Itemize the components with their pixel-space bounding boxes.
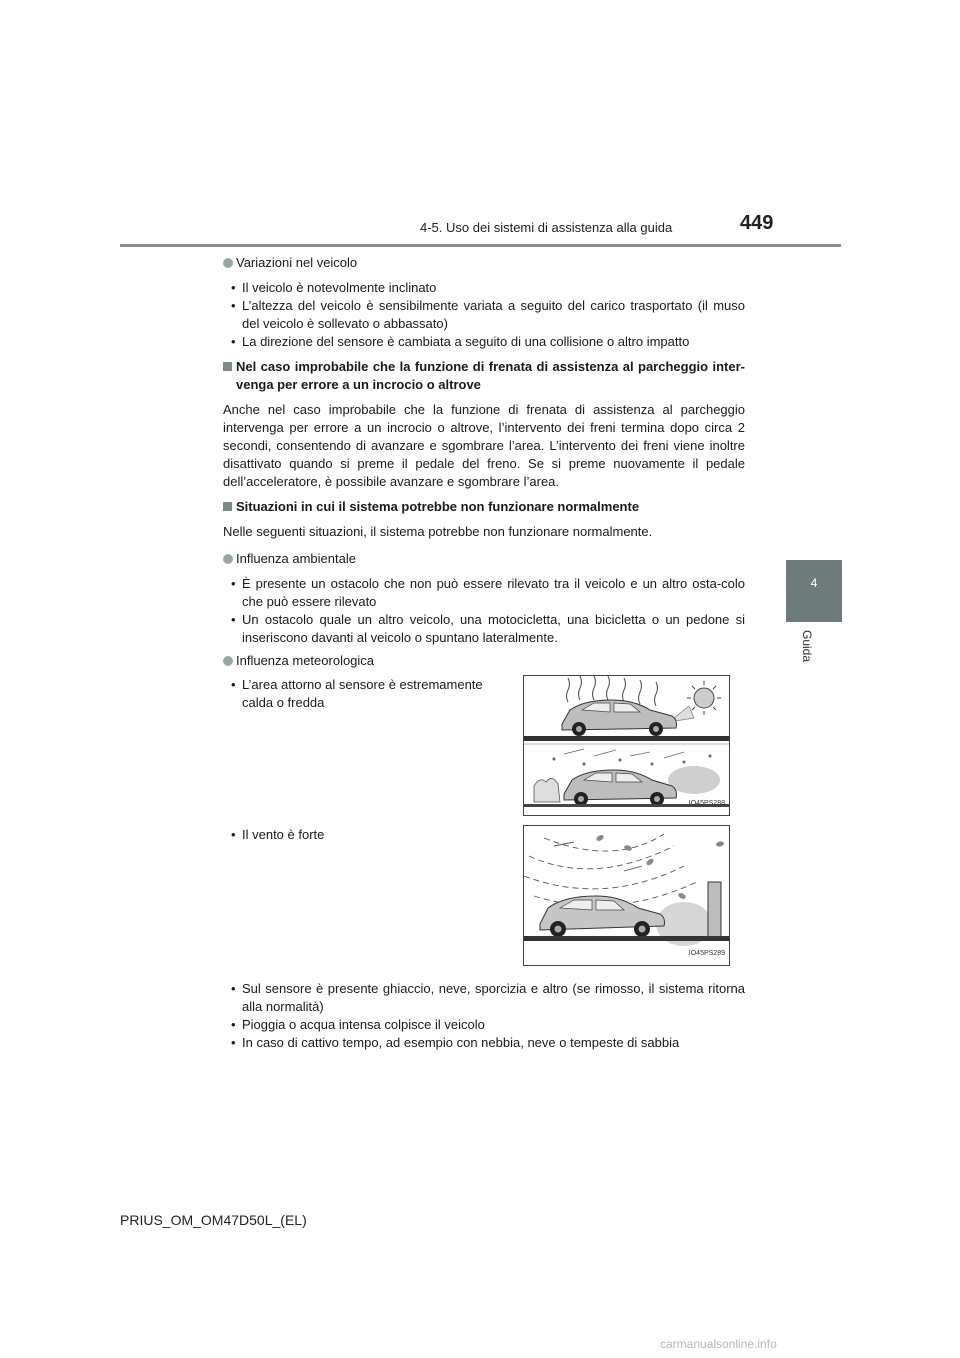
list-item: • È presente un ostacolo che non può essere rilevato tra il veicolo e un altro osta-colo che può essere rilevato — [223, 575, 745, 611]
list-item: • La direzione del sensore è cambiata a seguito di una collisione o altro impatto — [223, 333, 745, 351]
list-environment — [223, 575, 745, 647]
header-rule — [120, 244, 841, 247]
illustration-temperature — [523, 675, 730, 816]
document-code: PRIUS_OM_OM47D50L_(EL) — [120, 1212, 307, 1228]
bullet-heading-vehicle-changes: Variazioni nel veicolo — [223, 254, 745, 272]
watermark: carmanualsonline.info — [660, 1337, 777, 1351]
list-item: • Pioggia o acqua intensa colpisce il veicolo — [223, 1016, 745, 1034]
page-content — [223, 253, 745, 1052]
list-temperature — [223, 676, 493, 712]
chapter-tab — [786, 560, 842, 622]
heading-malfunction-situations: Situazioni in cui il sistema potrebbe non funzionare normalmente — [223, 498, 745, 516]
bullet-heading-weather: Influenza meteorologica — [223, 652, 745, 670]
paragraph-malfunction-situations: Nelle seguenti situazioni, il sistema potrebbe non funzionare normalmente. — [223, 524, 653, 539]
page-number: 449 — [740, 212, 774, 234]
list-weather — [223, 980, 745, 1052]
list-item: • Sul sensore è presente ghiaccio, neve, sporcizia e altro (se rimosso, il sistema ritorna alla normalità) — [223, 980, 745, 1016]
figure-code: IO45PS289 — [688, 950, 725, 957]
chapter-label: Guida — [800, 630, 814, 663]
section-title: 4-5. Uso dei sistemi di assistenza alla guida — [420, 220, 673, 235]
list-item: • L’altezza del veicolo è sensibilmente variata a seguito del carico trasportato (il muso del veicolo è sollevato o abbassato) — [223, 297, 745, 333]
paragraph-accidental-braking: Anche nel caso improbabile che la funzione di frenata di assistenza al parcheggio intervenga per errore a un incrocio o altrove, l’intervento dei freni termina dopo circa 2 secondi, consentendo di avanzare e sgombrare l’area. L’intervento dei freni viene inoltre disattivato quando si preme il pedale del freno. Se si preme nuovamente il pedale dell’acceleratore, è possibile avanzare e sgombrare l’area. — [223, 402, 745, 489]
chapter-number: 4 — [810, 576, 818, 590]
heading-accidental-braking: Nel caso improbabile che la funzione di frenata di assistenza al parcheggio inter-venga per errore a un incrocio o altrove — [223, 358, 745, 394]
illustration-wind — [523, 825, 730, 966]
list-vehicle-changes — [223, 279, 745, 351]
figure-row-temperature — [223, 676, 745, 826]
list-item: • L’area attorno al sensore è estremamente calda o fredda — [223, 676, 493, 712]
list-item: • Il veicolo è notevolmente inclinato — [223, 279, 745, 297]
list-wind — [223, 826, 493, 844]
figure-code: IO45PS288 — [688, 800, 725, 807]
chapter-label-wrap — [800, 630, 820, 690]
list-item: • Il vento è forte — [223, 826, 493, 844]
list-item: • In caso di cattivo tempo, ad esempio con nebbia, neve o tempeste di sabbia — [223, 1034, 745, 1052]
figure-row-wind — [223, 826, 745, 976]
list-item: • Un ostacolo quale un altro veicolo, una motocicletta, una bicicletta o un pedone si inseriscono davanti al veicolo o spuntano lateralmente. — [223, 611, 745, 647]
bullet-heading-environment: Influenza ambientale — [223, 550, 745, 568]
